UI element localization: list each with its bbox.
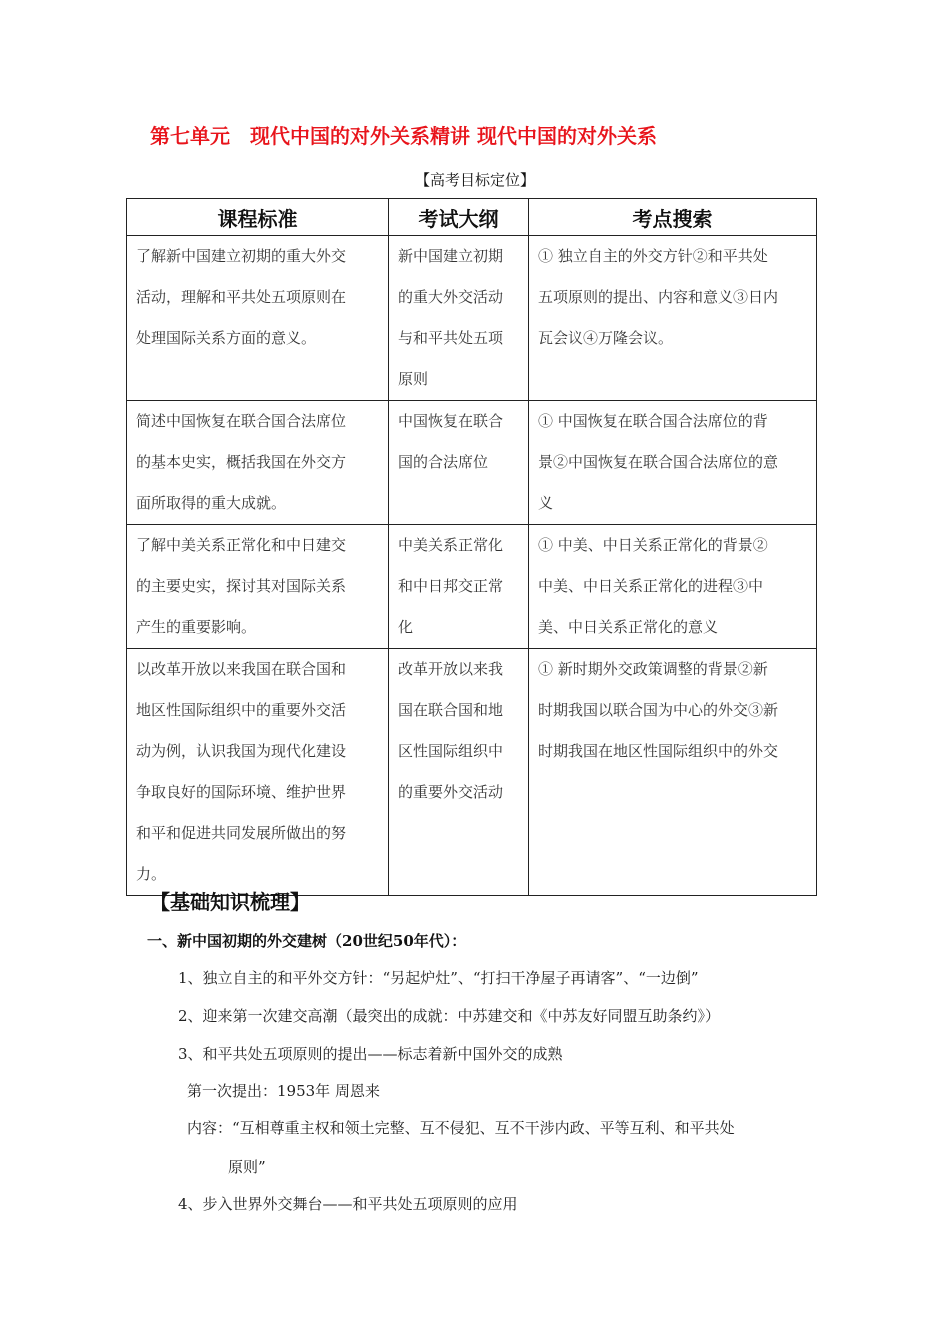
cell-line: 动为例，认识我国为现代化建设	[136, 742, 347, 760]
cell-line: 原则	[398, 370, 429, 388]
document-title: 第七单元 现代中国的对外关系精讲 现代中国的对外关系	[150, 124, 657, 148]
cell-keypoints	[529, 401, 817, 525]
curriculum-table	[126, 198, 817, 896]
cell-line: 力。	[136, 865, 167, 883]
table-row	[127, 649, 817, 896]
cell-line: 与和平共处五项	[398, 329, 504, 347]
cell-keypoints	[529, 525, 817, 649]
cell-keypoints	[529, 236, 817, 401]
body-line: 2、迎来第一次建交高潮（最突出的成就：中苏建交和《中苏友好同盟互助条约》）	[178, 1007, 721, 1025]
cell-line: 时期我国在地区性国际组织中的外交	[538, 742, 779, 760]
cell-line: 瓦会议④万隆会议。	[538, 329, 674, 347]
cell-outline	[389, 236, 529, 401]
cell-line: 改革开放以来我	[398, 660, 504, 678]
cell-line: 了解新中国建立初期的重大外交	[136, 247, 347, 265]
table-row	[127, 401, 817, 525]
body-line: 4、步入世界外交舞台——和平共处五项原则的应用	[178, 1195, 518, 1213]
cell-line: ① 独立自主的外交方针②和平共处	[538, 247, 768, 265]
cell-line: 新中国建立初期	[398, 247, 504, 265]
body-line: 原则”	[228, 1158, 266, 1176]
cell-line: ① 中国恢复在联合国合法席位的背	[538, 412, 768, 430]
header-exam-outline: 考试大纲	[389, 199, 529, 236]
cell-standard	[127, 649, 389, 896]
cell-line: 国的合法席位	[398, 453, 489, 471]
cell-line: ① 新时期外交政策调整的背景②新	[538, 660, 768, 678]
cell-line: 地区性国际组织中的重要外交活	[136, 701, 347, 719]
cell-line: 的重要外交活动	[398, 783, 504, 801]
cell-line: 化	[398, 618, 414, 636]
body-line: 第一次提出：1953年 周恩来	[187, 1082, 380, 1100]
cell-line: 美、中日关系正常化的意义	[538, 618, 719, 636]
table-row	[127, 236, 817, 401]
cell-line: 的主要史实，探讨其对国际关系	[136, 577, 347, 595]
cell-line: 的重大外交活动	[398, 288, 504, 306]
body-line: 内容：“互相尊重主权和领土完整、互不侵犯、互不干涉内政、平等互利、和平共处	[187, 1119, 735, 1137]
cell-line: 中国恢复在联合	[398, 412, 504, 430]
header-key-points: 考点搜索	[529, 199, 817, 236]
cell-outline	[389, 401, 529, 525]
cell-line: 义	[538, 494, 554, 512]
cell-line: 中美关系正常化	[398, 536, 504, 554]
cell-line: 和平和促进共同发展所做出的努	[136, 824, 347, 842]
section-subtitle: 【高考目标定位】	[414, 171, 535, 189]
cell-line: 活动，理解和平共处五项原则在	[136, 288, 347, 306]
cell-line: 中美、中日关系正常化的进程③中	[538, 577, 764, 595]
table-header-row	[127, 199, 817, 236]
cell-line: 产生的重要影响。	[136, 618, 257, 636]
cell-line: 以改革开放以来我国在联合国和	[136, 660, 347, 678]
cell-line: 的基本史实，概括我国在外交方	[136, 453, 347, 471]
cell-keypoints	[529, 649, 817, 896]
cell-line: 争取良好的国际环境、维护世界	[136, 783, 347, 801]
cell-line: 时期我国以联合国为中心的外交③新	[538, 701, 779, 719]
cell-standard	[127, 401, 389, 525]
cell-line: 国在联合国和地	[398, 701, 504, 719]
cell-line: 五项原则的提出、内容和意义③日内	[538, 288, 779, 306]
body-line: 1、独立自主的和平外交方针：“另起炉灶”、“打扫干净屋子再请客”、“一边倒”	[178, 969, 699, 987]
cell-standard	[127, 236, 389, 401]
header-curriculum-standard: 课程标准	[127, 199, 389, 236]
cell-outline	[389, 649, 529, 896]
cell-line: 处理国际关系方面的意义。	[136, 329, 317, 347]
cell-line: ① 中美、中日关系正常化的背景②	[538, 536, 768, 554]
subsection-heading: 一、新中国初期的外交建树（20世纪50年代）：	[147, 932, 467, 950]
cell-line: 景②中国恢复在联合国合法席位的意	[538, 453, 779, 471]
table-row	[127, 525, 817, 649]
cell-line: 区性国际组织中	[398, 742, 504, 760]
body-line: 3、和平共处五项原则的提出——标志着新中国外交的成熟	[178, 1045, 563, 1063]
cell-line: 和中日邦交正常	[398, 577, 504, 595]
cell-standard	[127, 525, 389, 649]
cell-line: 简述中国恢复在联合国合法席位	[136, 412, 347, 430]
cell-line: 面所取得的重大成就。	[136, 494, 287, 512]
cell-line: 了解中美关系正常化和中日建交	[136, 536, 347, 554]
section-heading: 【基础知识梳理】	[150, 890, 310, 914]
cell-outline	[389, 525, 529, 649]
